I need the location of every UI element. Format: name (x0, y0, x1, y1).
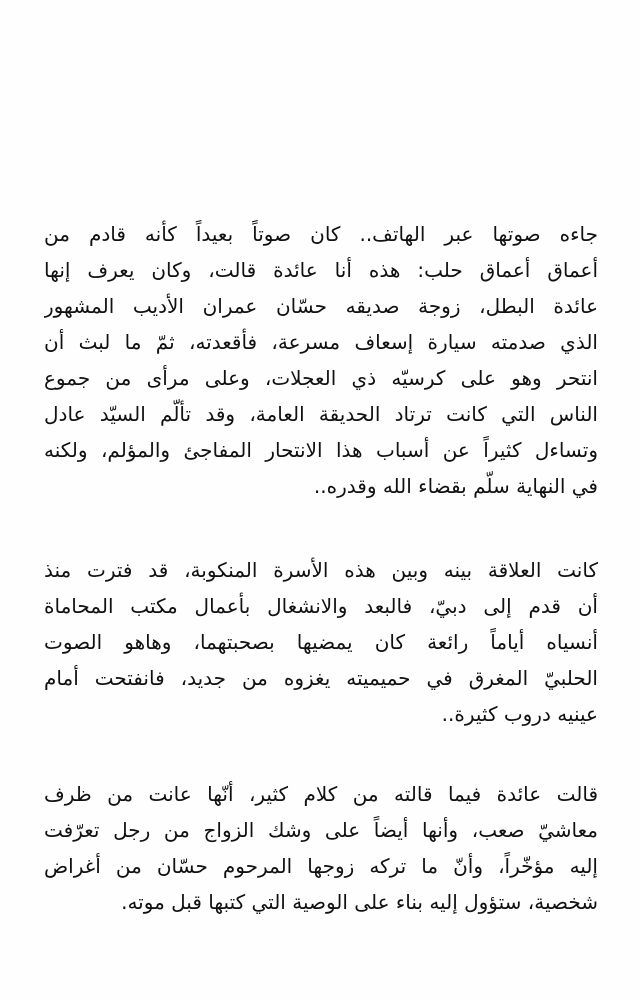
text-line: أنسياه أياماً رائعة كان يمضيها بصحبتهما، وهاهو الصوت (44, 630, 598, 654)
paragraph-2 (44, 552, 598, 732)
text-line: معاشيّ صعب، وأنها أيضاً على وشك الزواج من رجل تعرّفت (44, 818, 598, 842)
text-line: الذي صدمته سيارة إسعاف مسرعة، فأقعدته، ثمّ ما لبث أن (44, 330, 598, 354)
text-line: قالت عائدة فيما قالته من كلام كثير، أنّها عانت من ظرف (44, 782, 598, 806)
text-line: جاءه صوتها عبر الهاتف.. كان صوتاً بعيداً كأنه قادم من (44, 222, 598, 246)
text-line: شخصية، ستؤول إليه بناء على الوصية التي كتبها قبل موته. (121, 890, 598, 914)
paragraph-1 (44, 216, 598, 504)
text-line: في النهاية سلّم بقضاء الله وقدره.. (313, 474, 598, 498)
text-line: وتساءل كثيراً عن أسباب هذا الانتحار المفاجئ والمؤلم، ولكنه (44, 438, 598, 462)
text-line: إليه مؤخّراً، وأنّ ما تركه زوجها المرحوم حسّان من أغراض (44, 854, 598, 878)
text-line: انتحر وهو على كرسيّه ذي العجلات، وعلى مرأى من جموع (44, 366, 598, 390)
text-line: عينيه دروب كثيرة.. (441, 702, 598, 726)
text-line: الناس التي كانت ترتاد الحديقة العامة، وقد تألّم السيّد عادل (44, 402, 598, 426)
text-line: كانت العلاقة بينه وبين هذه الأسرة المنكوبة، قد فترت منذ (44, 558, 598, 582)
text-line: أعماق أعماق حلب: هذه أنا عائدة قالت، وكان يعرف إنها (44, 258, 598, 282)
text-line: أن قدم إلى دبيّ، فالبعد والانشغال بأعمال مكتب المحاماة (44, 594, 598, 618)
text-line: عائدة البطل، زوجة صديقه حسّان عمران الأديب المشهور (44, 294, 598, 318)
text-line: الحلبيّ المغرق في حميميته يغزوه من جديد، فانفتحت أمام (44, 666, 598, 690)
paragraph-3 (44, 776, 598, 920)
